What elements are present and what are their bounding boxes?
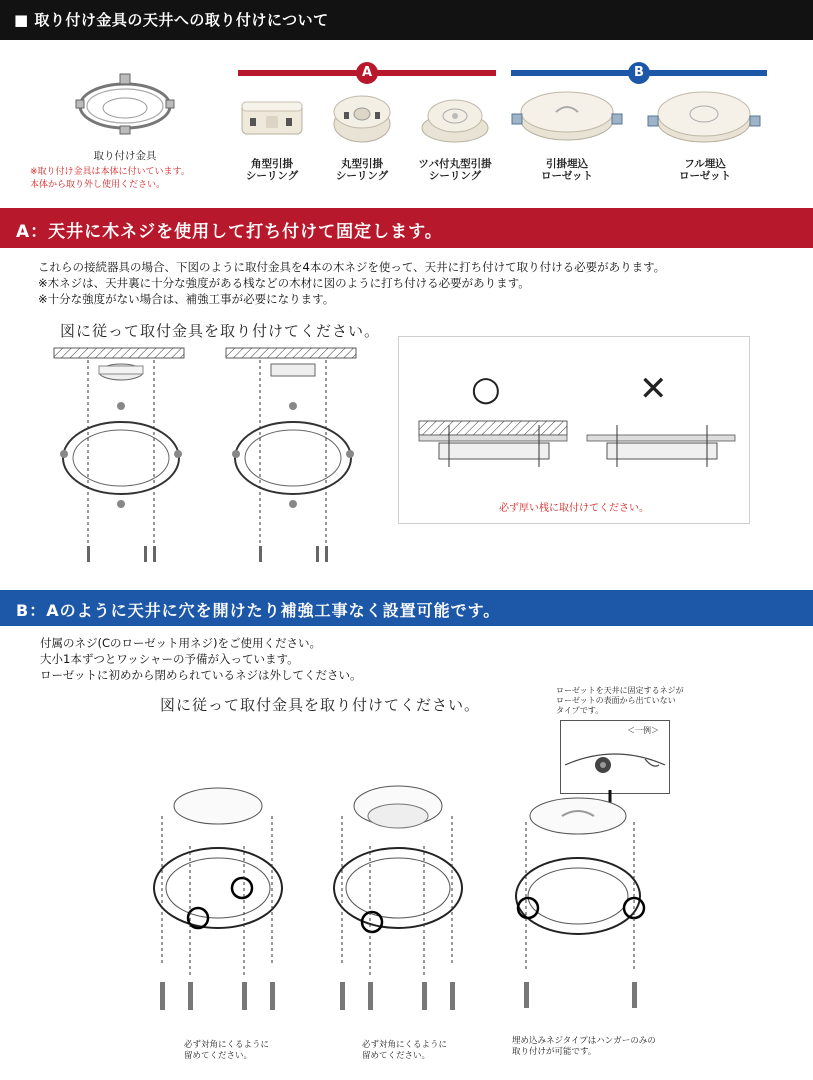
- full-embedded-rosette-image: [644, 84, 764, 146]
- product-5-caption: フル埋込 ローゼット: [678, 158, 732, 182]
- section-a-diagram-2: [226, 348, 376, 568]
- ng-mark: ✕: [639, 369, 668, 409]
- section-b-diagram-3: [500, 792, 650, 1014]
- category-b-badge: B: [628, 62, 650, 84]
- header-title: ■ 取り付け金具の天井への取り付けについて: [14, 11, 329, 29]
- section-a-diagram-1: [54, 348, 204, 568]
- section-b-paragraph-3: ローゼットに初めから閉められているネジは外してください。: [40, 668, 362, 682]
- ok-joist-illustration: [419, 421, 569, 481]
- square-ceiling-socket-image: [240, 96, 304, 142]
- embedded-screw-detail: [565, 735, 665, 791]
- callout-detail-box: [560, 720, 670, 794]
- round-ceiling-socket-image: [330, 88, 394, 146]
- fixture-note-1: ※取り付け金具は本体に付いています。: [30, 167, 190, 177]
- section-b-diagram-2: [320, 776, 470, 1016]
- product-4-caption: 引掛埋込 ローゼット: [540, 158, 594, 182]
- section-b-diagram-1: [140, 776, 290, 1016]
- section-a-paragraph-2: ※木ネジは、天井裏に十分な強度がある桟などの木材に図のように打ち付ける必要があります。: [38, 276, 530, 290]
- ng-joist-illustration: [587, 421, 737, 481]
- mounting-bracket-illustration: [70, 66, 180, 146]
- section-b-banner: [0, 590, 813, 626]
- section-a-banner: [0, 208, 813, 248]
- flanged-round-ceiling-socket-image: [420, 90, 490, 146]
- embedded-hook-rosette-image: [508, 84, 626, 146]
- ok-mark: ○: [471, 369, 501, 409]
- header-bar: [0, 0, 813, 40]
- section-b-paragraph-1: 付属のネジ(Cのローゼット用ネジ)をご使用ください。: [40, 636, 322, 650]
- category-a-badge: A: [356, 62, 378, 84]
- section-a-paragraph-1: これらの接続器具の場合、下図のように取付金具を4本の木ネジを使って、天井に打ち付けて取り付ける必要があります。: [38, 260, 666, 274]
- section-a-title: A：天井に木ネジを使用して打ち付けて固定します。: [16, 222, 443, 242]
- ok-ng-comparison-box: [398, 336, 750, 524]
- product-3-caption: ツバ付丸型引掛 シーリング: [418, 158, 492, 182]
- section-b-paragraph-2: 大小1本ずつとワッシャーの予備が入っています。: [40, 652, 299, 666]
- diagram-1-caption: 必ず対角にくるように 留めてください。: [184, 1040, 270, 1061]
- example-label: ＜一例＞: [627, 726, 659, 735]
- fixture-note-2: 本体から取り外し使用ください。: [30, 180, 166, 190]
- diagram-3-caption: 埋め込みネジタイプはハンガーのみの 取り付けが可能です。: [512, 1036, 656, 1057]
- section-b-instruction: 図に従って取付金具を取り付けてください。: [160, 696, 481, 714]
- fixture-caption: 取り付け金具: [93, 150, 157, 162]
- section-a-instruction: 図に従って取付金具を取り付けてください。: [60, 322, 381, 340]
- section-b-title: B：Aのように天井に穴を開けたり補強工事なく設置可能です。: [16, 601, 501, 620]
- diagram-2-caption: 必ず対角にくるように 留めてください。: [362, 1040, 448, 1061]
- callout-text: ローゼットを天井に固定するネジが ローゼットの表面から出ていない タイプです。: [556, 686, 684, 715]
- box-note: 必ず厚い桟に取付けてください。: [499, 503, 649, 514]
- section-a-paragraph-3: ※十分な強度がない場合は、補強工事が必要になります。: [38, 292, 335, 306]
- product-2-caption: 丸型引掛 シーリング: [335, 158, 389, 182]
- product-1-caption: 角型引掛 シーリング: [245, 158, 299, 182]
